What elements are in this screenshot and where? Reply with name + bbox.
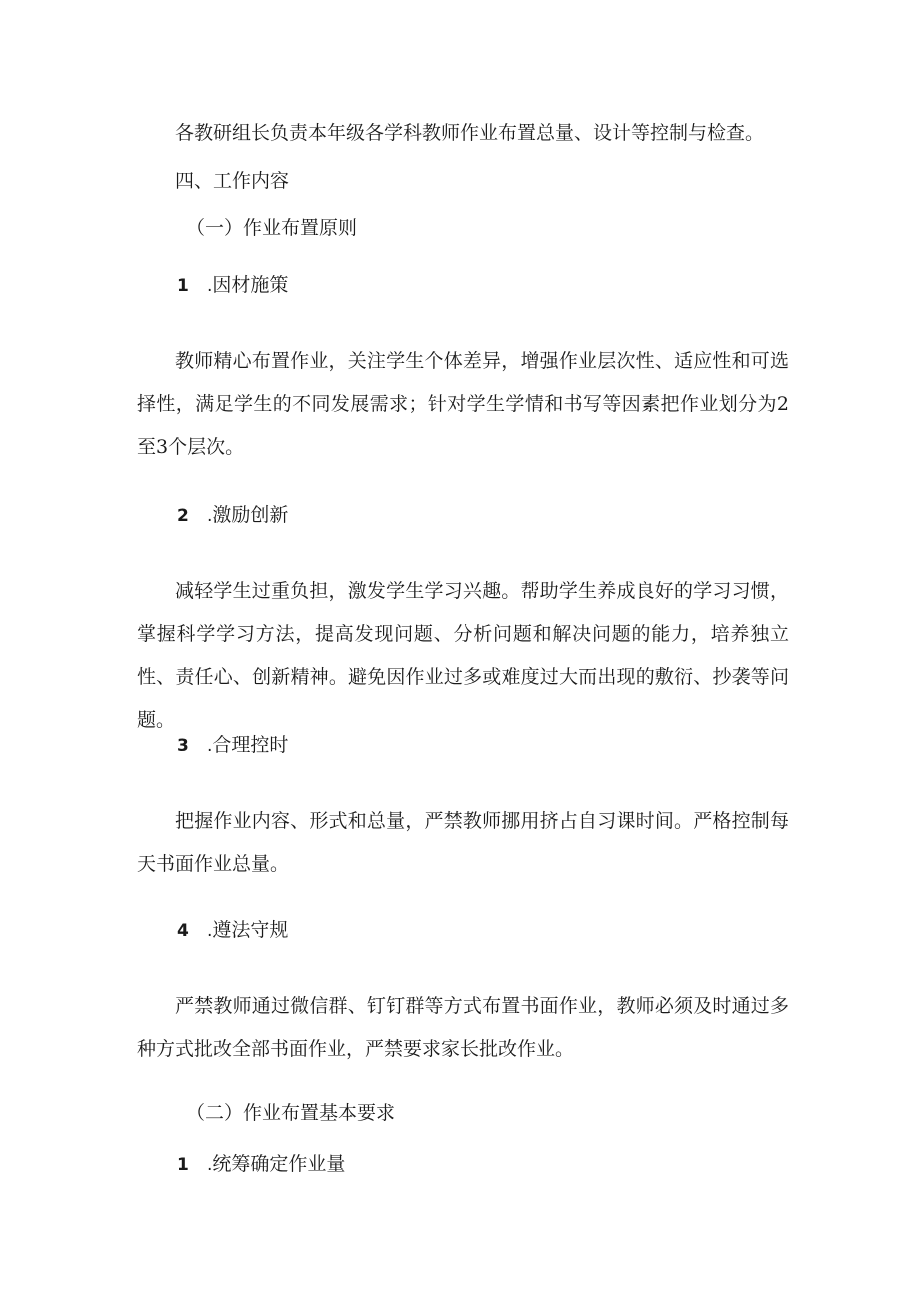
item-title: 统筹确定作业量 [212, 1153, 346, 1175]
item-title: 因材施策 [212, 274, 289, 296]
intro-paragraph: 各教研组长负责本年级各学科教师作业布置总量、设计等控制与检查。 [175, 122, 765, 144]
item-body-3: 把握作业内容、形式和总量，严禁教师挪用挤占自习课时间。严格控制每天书面作业总量。 [137, 810, 789, 875]
item-separator: . [207, 921, 213, 941]
subsection-heading-2: （二）作业布置基本要求 [186, 1102, 396, 1124]
item-heading-4 [177, 921, 288, 940]
item-body-2: 减轻学生过重负担，激发学生学习兴趣。帮助学生养成良好的学习习惯，掌握科学学习方法，提高发现问题、分析问题和解决问题的能力，培养独立性、责任心、创新精神。避免因作业过多或难度过大而出现的敷衍、抄袭等问题。 [137, 580, 789, 731]
item-number: 4 [177, 921, 189, 941]
item-title: 合理控时 [212, 734, 289, 756]
item-body-4: 严禁教师通过微信群、钉钉群等方式布置书面作业，教师必须及时通过多种方式批改全部书面作业，严禁要求家长批改作业。 [137, 995, 789, 1060]
item-heading-2 [177, 506, 288, 525]
item-number: 1 [177, 1155, 189, 1175]
item-separator: . [207, 1155, 213, 1175]
item-heading-1 [177, 276, 288, 295]
item-body-1: 教师精心布置作业，关注学生个体差异，增强作业层次性、适应性和可选择性，满足学生的不同发展需求；针对学生学情和书写等因素把作业划分为2至3个层次。 [137, 350, 789, 458]
item-heading-last [177, 1155, 345, 1174]
item-heading-3 [177, 736, 288, 755]
item-separator: . [207, 276, 213, 296]
item-separator: . [207, 736, 213, 756]
item-title: 遵法守规 [212, 919, 289, 941]
section-heading-4: 四、工作内容 [175, 170, 290, 192]
item-number: 3 [177, 736, 189, 756]
item-separator: . [207, 506, 213, 526]
item-number: 1 [177, 276, 189, 296]
item-title: 激励创新 [212, 504, 289, 526]
subsection-heading-1: （一）作业布置原则 [186, 217, 358, 239]
item-number: 2 [177, 506, 189, 526]
